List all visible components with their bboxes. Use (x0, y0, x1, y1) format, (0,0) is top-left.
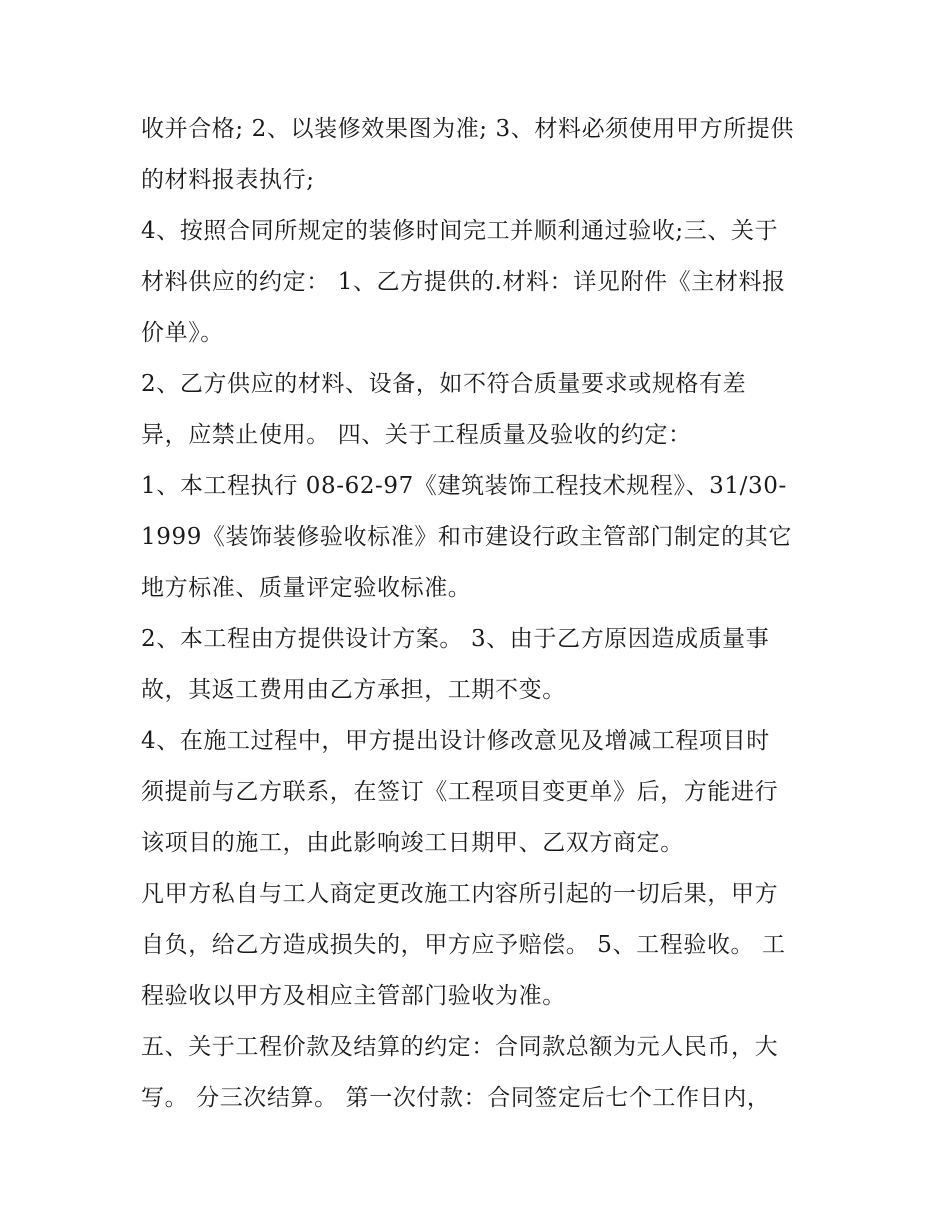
text-line: 的材料报表执行; (141, 167, 315, 193)
text-line: 价单》。 (141, 320, 224, 346)
text-line: 2、乙方供应的材料、设备，如不符合质量要求或规格有差 (141, 371, 747, 397)
text-line: 4、按照合同所规定的装修时间完工并顺利通过验收;三、关于 (141, 218, 779, 244)
text-line: 2、本工程由方提供设计方案。 3、由于乙方原因造成质量事 (141, 626, 770, 652)
text-line: 地方标准、质量评定验收标准。 (141, 575, 472, 601)
paragraph-design-changes (141, 716, 813, 869)
text-line: 故，其返工费用由乙方承担，工期不变。 (141, 677, 566, 703)
text-line: 程验收以甲方及相应主管部门验收为准。 (141, 983, 566, 1009)
text-line: 材料供应的约定： 1、乙方提供的.材料：详见附件《主材料报 (141, 269, 786, 295)
paragraph-payment-terms (141, 1022, 813, 1124)
text-line: 须提前与乙方联系，在签订《工程项目变更单》后，方能进行 (141, 779, 779, 805)
text-line: 异，应禁止使用。 四、关于工程质量及验收的约定： (141, 422, 692, 448)
paragraph-material-quality (141, 359, 813, 461)
paragraph-engineering-standards (141, 461, 813, 614)
text-line: 1、本工程执行 08-62-97《建筑装饰工程技术规程》、31/30- (141, 473, 787, 499)
text-line: 该项目的施工，由此影响竣工日期甲、乙双方商定。 (141, 830, 684, 856)
text-line: 1999《装饰装修验收标准》和市建设行政主管部门制定的其它 (141, 524, 792, 550)
paragraph-unauthorized-changes (141, 869, 813, 1022)
text-line: 自负，给乙方造成损失的，甲方应予赔偿。 5、工程验收。 工 (141, 932, 786, 958)
text-line: 写。 分三次结算。 第一次付款：合同签定后七个工作日内， (141, 1085, 771, 1111)
text-line: 凡甲方私自与工人商定更改施工内容所引起的一切后果，甲方 (141, 881, 779, 907)
paragraph-materials-supply (141, 206, 813, 359)
text-line: 五、关于工程价款及结算的约定：合同款总额为元人民币，大 (141, 1034, 779, 1060)
text-line: 4、在施工过程中，甲方提出设计修改意见及增减工程项目时 (141, 728, 770, 754)
document-body (141, 104, 813, 1124)
paragraph-design-and-rework (141, 614, 813, 716)
paragraph-acceptance-standards (141, 104, 813, 206)
text-line: 收并合格; 2、以装修效果图为准; 3、材料必须使用甲方所提供 (141, 116, 794, 142)
